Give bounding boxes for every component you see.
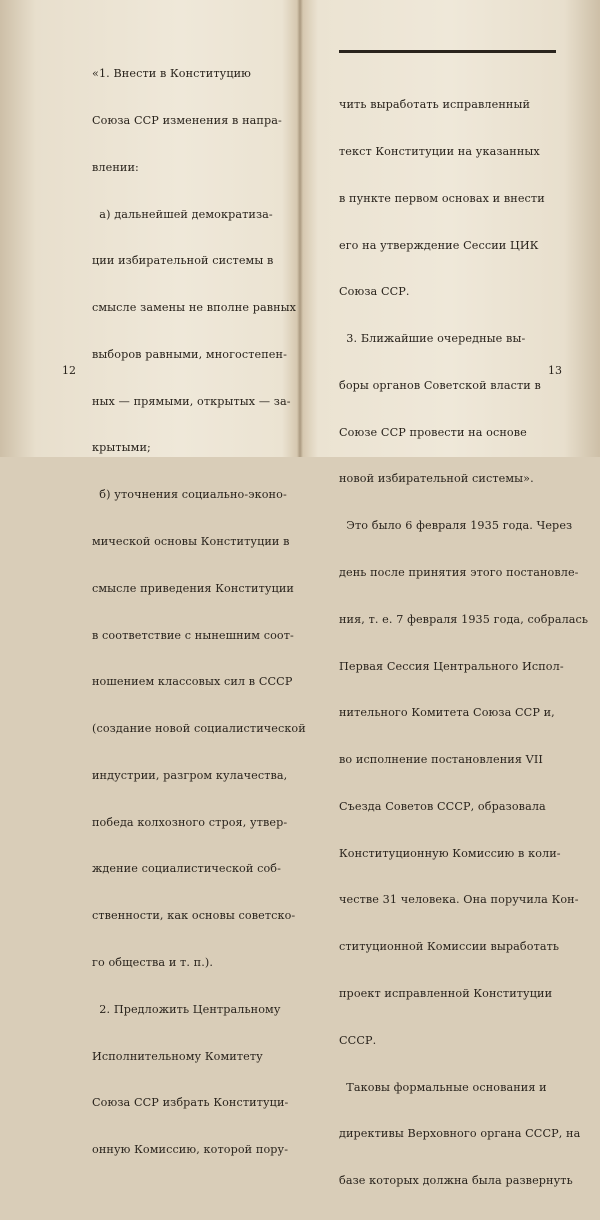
text-line: Союза ССР избрать Конституци- xyxy=(92,1096,289,1110)
text-line: Союза ССР. xyxy=(339,285,410,299)
text-line: выборов равными, многостепен- xyxy=(92,347,287,361)
text-line: ных — прямыми, открытых — за- xyxy=(92,394,291,408)
right-page-text xyxy=(339,66,588,1220)
text-line: Это было 6 февраля 1935 года. Через xyxy=(339,519,573,533)
text-line: во исполнение постановления VII xyxy=(339,753,543,767)
text-line: крытыми; xyxy=(92,441,151,455)
text-line: 3. Ближайшие очередные вы- xyxy=(339,332,526,346)
page-number: 13 xyxy=(548,364,562,377)
text-line: ния, т. е. 7 февраля 1935 года, собралась xyxy=(339,612,589,626)
text-line: ституционной Комиссии выработать xyxy=(339,940,560,954)
page-number: 12 xyxy=(62,364,76,377)
text-line: чить выработать исправленный xyxy=(339,98,530,112)
text-line: текст Конституции на указанных xyxy=(339,144,540,158)
text-line: Съезда Советов СССР, образовала xyxy=(339,799,546,813)
text-line: 2. Предложить Центральному xyxy=(92,1002,281,1016)
text-line: день после принятия этого постановле- xyxy=(339,566,579,579)
text-line: СССР. xyxy=(339,1033,377,1047)
text-line: мической основы Конституции в xyxy=(92,535,290,548)
header-rule xyxy=(339,50,556,53)
text-line: го общества и т. п.). xyxy=(92,956,213,970)
text-line: в соответствие с нынешним соот- xyxy=(92,628,294,642)
text-line: Таковы формальные основания и xyxy=(339,1080,547,1094)
text-line: в пункте первом основах и внести xyxy=(339,191,545,205)
text-line: Конституционную Комиссию в коли- xyxy=(339,846,561,860)
text-line: новой избирательной системы». xyxy=(339,472,534,486)
text-line: Союзе ССР провести на основе xyxy=(339,425,527,439)
text-line: б) уточнения социально-эконо- xyxy=(92,488,287,502)
text-line: смысле приведения Конституции xyxy=(92,581,294,595)
text-line: честве 31 человека. Она поручила Кон- xyxy=(339,893,579,907)
text-line: ственности, как основы советско- xyxy=(92,909,296,923)
left-page-text xyxy=(92,35,306,1189)
text-line: Союза ССР изменения в напра- xyxy=(92,113,282,127)
text-line: ждение социалистической соб- xyxy=(92,862,282,876)
text-line: боры органов Советской власти в xyxy=(339,378,541,392)
text-line: базе которых должна была развернуть xyxy=(339,1174,573,1188)
text-line: Первая Сессия Центрального Испол- xyxy=(339,659,564,673)
text-line: ношением классовых сил в СССР xyxy=(92,675,293,689)
text-line: а) дальнейшей демократиза- xyxy=(92,207,273,221)
text-line: смысле замены не вполне равных xyxy=(92,301,297,315)
text-line: директивы Верховного органа СССР, на xyxy=(339,1127,581,1141)
text-line: победа колхозного строя, утвер- xyxy=(92,815,288,829)
text-line: нительного Комитета Союза ССР и, xyxy=(339,706,555,720)
text-line: ции избирательной системы в xyxy=(92,254,274,268)
text-line: проект исправленной Конституции xyxy=(339,987,553,1001)
text-line: Исполнительному Комитету xyxy=(92,1049,263,1063)
text-line: его на утверждение Сессии ЦИК xyxy=(339,238,539,252)
text-line: влении: xyxy=(92,160,139,174)
text-line: «1. Внести в Конституцию xyxy=(92,67,252,81)
text-line: (создание новой социалистической xyxy=(92,722,306,736)
right-page xyxy=(301,0,600,1188)
text-line: онную Комиссию, которой пору- xyxy=(92,1143,289,1157)
text-line: индустрии, разгром кулачества, xyxy=(92,768,288,782)
left-page xyxy=(0,0,306,1157)
